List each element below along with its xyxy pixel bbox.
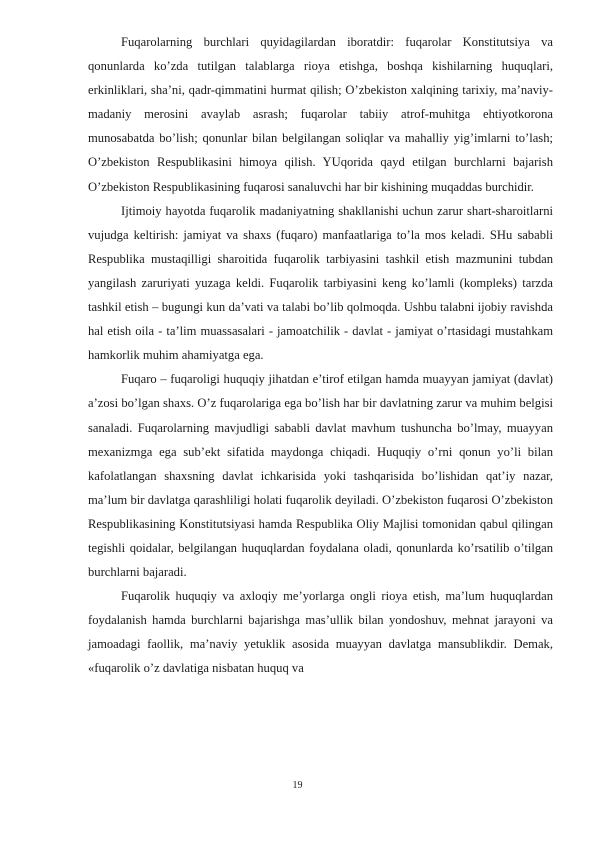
body-text [88,30,553,681]
page-number: 19 [292,780,303,791]
paragraph-2: Ijtimoiy hayotda fuqarolik madaniyatning shakllanishi uchun zarur shart-sharoitlarni vujudga keltirish: jamiyat va shaxs (fuqaro) manfaatlariga to’la mos keladi. SHu sababli Respublika mustaqilligi sharoitida fuqarolik tarbiyasini tashkil etish mazmunini tubdan yangilash zaruriyati yuzaga keldi. Fuqarolik tarbiyasini keng ko’lamli (kompleks) tarzda tashkil etish – bugungi kun da’vati va talabi bo’lib qolmoqda. Ushbu talabni ijobiy ravishda hal etish oila - ta’lim muassasalari - jamoatchilik - davlat - jamiyat o’rtasidagi mustahkam hamkorlik muhim ahamiyatga ega. [88,203,553,363]
paragraph-1: Fuqarolarning burchlari quyidagilardan iboratdir: fuqarolar Konstitutsiya va qonunlarda ko’zda tutilgan talablarga rioya etishga, boshqa kishilarning huquqlari, erkinliklari, sha’ni, qadr-qimmatini hurmat qilish; O’zbekiston xalqining tarixiy, ma’naviy-madaniy merosini avaylab asrash; fuqarolar tabiiy atrof-muhitga ehtiyotkorona munosabatda bo’lish; qonunlar bilan belgilangan soliqlar va mahalliy yig’imlarni to’lash; O’zbekiston Respublikasini himoya qilish. YUqorida qayd etilgan burchlarni bajarish O’zbekiston Respublikasining fuqarosi sanaluvchi har bir kishining muqaddas burchidir. [88,35,553,194]
paragraph-4: Fuqarolik huquqiy va axloqiy me’yorlarga ongli rioya etish, ma’lum huquqlardan foydalanish hamda burchlarni bajarishga mas’ullik bilan yondoshuv, mehnat jarayoni va jamoadagi faollik, ma’naviy yetuklik asosida muayyan davlatga mansublikdir. Demak, «fuqarolik o’z davlatiga nisbatan huquq va [88,589,553,676]
paragraph-3: Fuqaro – fuqaroligi huquqiy jihatdan e’tirof etilgan hamda muayyan jamiyat (davlat) a’zosi bo’lgan shaxs. O’z fuqarolariga ega bo’lish har bir davlatning zarur va muhim belgisi sanaladi. Fuqarolarning mavjudligi sababli davlat mavhum tushuncha bo’lmay, muayyan mexanizmga ega sub’ekt sifatida maydonga chiqadi. Huquqiy o’rni qonun yo’li bilan kafolatlangan shaxsning davlat ichkarisida yoki tashqarisida bo’lishidan qat’iy nazar, ma’lum bir davlatga qarashliligi holati fuqarolik deyiladi. O’zbekiston fuqarosi O’zbekiston Respublikasining Konstitutsiyasi hamda Respublika Oliy Majlisi tomonidan qabul qilingan tegishli qoidalar, belgilangan huquqlardan foydalana oladi, qonunlarda ko’rsatilib o’tilgan burchlarni bajaradi. [88,372,553,580]
